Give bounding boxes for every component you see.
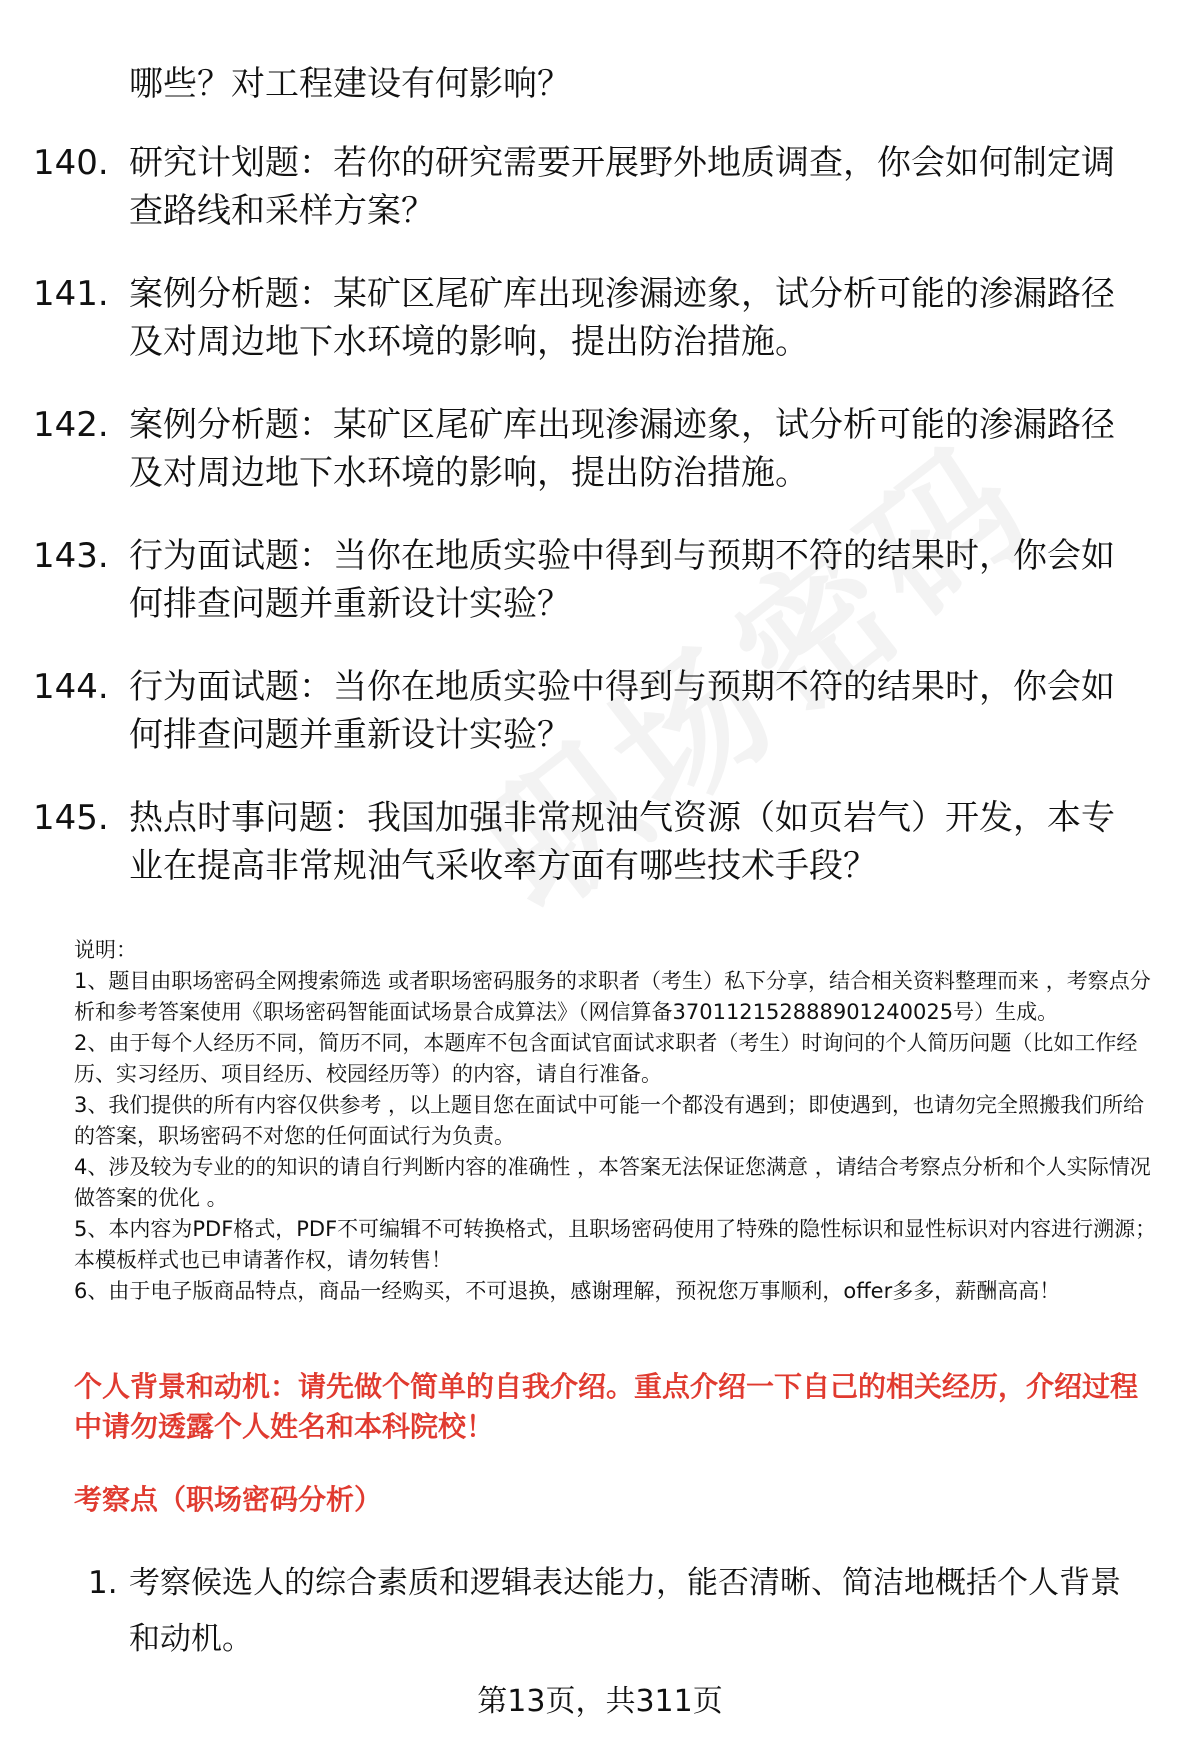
notes-section bbox=[74, 935, 1159, 1307]
note-item: 3、我们提供的所有内容仅供参考 ，以上题目您在面试中可能一个都没有遇到；即使遇到，也请勿完全照搬我们所给的答案，职场密码不对您的任何面试行为负责。 bbox=[74, 1093, 1145, 1148]
notes-title: 说明： bbox=[74, 938, 137, 962]
question-number: 141. bbox=[33, 274, 109, 314]
question-text: 研究计划题：若你的研究需要开展野外地质调查，你会如何制定调查路线和采样方案？ bbox=[129, 143, 1115, 231]
continuation-text: 哪些？对工程建设有何影响？ bbox=[129, 64, 571, 104]
question-item bbox=[0, 794, 1200, 890]
question-text: 案例分析题：某矿区尾矿库出现渗漏迹象，试分析可能的渗漏路径及对周边地下水环境的影响，提出防治措施。 bbox=[129, 405, 1115, 493]
page-footer: 第13页，共311页 bbox=[477, 1684, 723, 1719]
question-item bbox=[0, 401, 1200, 497]
note-item: 5、本内容为PDF格式，PDF不可编辑不可转换格式，且职场密码使用了特殊的隐性标识和显性标识对内容进行溯源；本模板样式也已申请著作权，请勿转售！ bbox=[74, 1217, 1157, 1272]
question-text: 案例分析题：某矿区尾矿库出现渗漏迹象，试分析可能的渗漏路径及对周边地下水环境的影响，提出防治措施。 bbox=[129, 274, 1115, 362]
question-text: 行为面试题：当你在地质实验中得到与预期不符的结果时，你会如何排查问题并重新设计实验？ bbox=[129, 667, 1115, 755]
motivation-question: 个人背景和动机：请先做个简单的自我介绍。重点介绍一下自己的相关经历，介绍过程中请勿透露个人姓名和本科院校！ bbox=[74, 1370, 1139, 1443]
question-number: 144. bbox=[33, 667, 109, 707]
note-item: 6、由于电子版商品特点，商品一经购买，不可退换，感谢理解，预祝您万事顺利，offer多多，薪酬高高！ bbox=[74, 1279, 1061, 1303]
question-list bbox=[0, 139, 1200, 925]
focus-point-text: 考察候选人的综合素质和逻辑表达能力，能否清晰、简洁地概括个人背景和动机。 bbox=[129, 1565, 1121, 1657]
question-number: 140. bbox=[33, 143, 109, 183]
question-item bbox=[0, 532, 1200, 628]
question-item bbox=[0, 139, 1200, 235]
question-continuation bbox=[0, 60, 1200, 108]
note-item: 4、涉及较为专业的的知识的请自行判断内容的准确性 ，本答案无法保证您满意 ，请结合考察点分析和个人实际情况做答案的优化 。 bbox=[74, 1155, 1151, 1210]
question-text: 行为面试题：当你在地质实验中得到与预期不符的结果时，你会如何排查问题并重新设计实验？ bbox=[129, 536, 1115, 624]
note-item: 1、题目由职场密码全网搜索筛选 或者职场密码服务的求职者（考生）私下分享，结合相关资料整理而来 ，考察点分析和参考答案使用《职场密码智能面试场景合成算法》（网信算备370112152888901240025号）生成。 bbox=[74, 969, 1151, 1024]
focus-heading: 考察点（职场密码分析） bbox=[74, 1483, 383, 1516]
focus-point-item bbox=[0, 1555, 1200, 1667]
question-text: 热点时事问题：我国加强非常规油气资源（如页岩气）开发，本专业在提高非常规油气采收率方面有哪些技术手段？ bbox=[129, 798, 1115, 886]
focus-point-number: 1. bbox=[88, 1565, 118, 1601]
question-number: 145. bbox=[33, 798, 109, 838]
question-item bbox=[0, 270, 1200, 366]
question-item bbox=[0, 663, 1200, 759]
question-number: 143. bbox=[33, 536, 109, 576]
question-number: 142. bbox=[33, 405, 109, 445]
note-item: 2、由于每个人经历不同，简历不同，本题库不包含面试官面试求职者（考生）时询问的个人简历问题（比如工作经历、实习经历、项目经历、校园经历等）的内容，请自行准备。 bbox=[74, 1031, 1138, 1086]
